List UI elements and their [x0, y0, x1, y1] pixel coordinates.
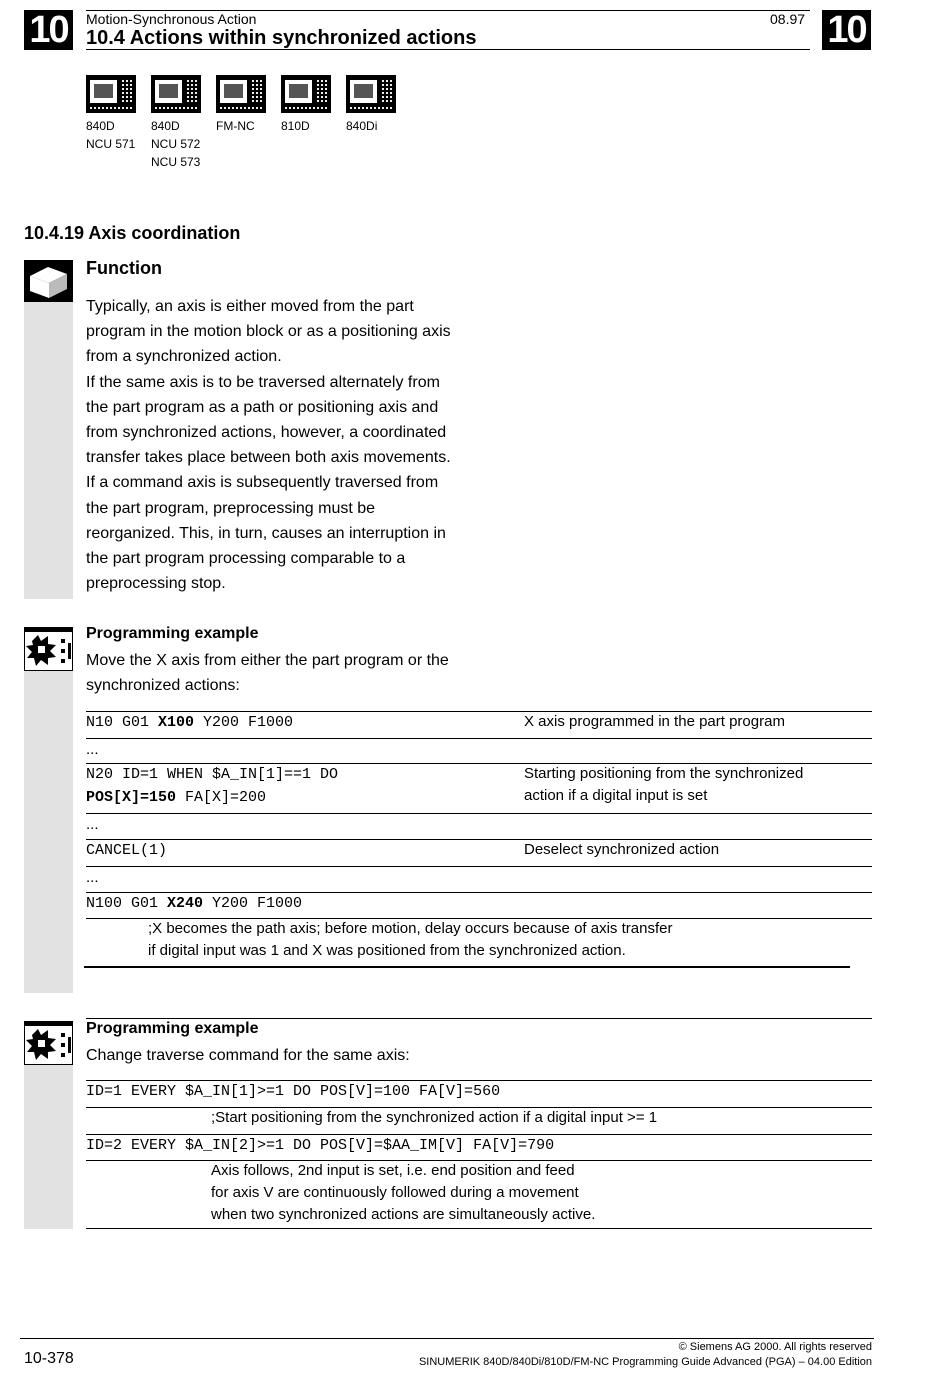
code-text-bold: X240 [167, 895, 204, 912]
margin-bar [24, 260, 73, 599]
subsection-title: 10.4.19 Axis coordination [24, 223, 241, 243]
code-line [86, 892, 302, 916]
control-unit-icon [151, 75, 201, 113]
code-row [86, 1134, 872, 1160]
code-row [86, 892, 872, 918]
text-line: program in the motion block or as a positioning axis [86, 323, 451, 341]
text-line: the part program as a path or positioning axis and [86, 398, 439, 416]
code-note [211, 1160, 595, 1226]
control-unit-icon [346, 75, 396, 113]
code-text: N100 G01 [86, 895, 168, 912]
ellipsis: ... [86, 816, 99, 833]
text-line: transfer takes place between both axis movements. [86, 449, 451, 467]
control-unit-icon [86, 75, 136, 113]
example2-heading: Programming example [86, 1020, 259, 1037]
text-line: ;X becomes the path axis; before motion, delay occurs because of axis transfer [148, 920, 673, 937]
code-row [86, 1080, 872, 1107]
code-text-bold: X100 [158, 714, 195, 731]
text-line: If a command axis is subsequently traversed from [86, 474, 439, 492]
code-comment: Deselect synchronized action [524, 841, 720, 858]
text-line: the part program processing comparable to a [86, 550, 406, 568]
control-label: NCU 573 [151, 155, 201, 169]
text-line: from synchronized actions, however, a coordinated [86, 424, 447, 442]
margin-bar [24, 627, 73, 993]
code-text: FA[X]=200 [176, 789, 267, 806]
programming-example-icon [24, 1021, 73, 1065]
control-label: 840Di [346, 119, 378, 133]
copyright: © Siemens AG 2000. All rights reserved [678, 1341, 872, 1353]
code-comment: Starting positioning from the synchronized [524, 765, 804, 782]
code-text-bold: POS[X]=150 [86, 789, 177, 806]
code-row [86, 711, 872, 738]
control-label: NCU 572 [151, 137, 201, 151]
code-text: Y200 F1000 [203, 895, 303, 912]
code-row [86, 763, 872, 813]
control-label: FM-NC [216, 119, 255, 133]
control-unit-icon [281, 75, 331, 113]
code-text: Y200 F1000 [194, 714, 294, 731]
code-line: ID=2 EVERY $A_IN[2]>=1 DO POS[V]=$AA_IM[V] FA[V]=790 [86, 1137, 555, 1154]
control-810d [281, 75, 331, 135]
control-label: 810D [281, 119, 310, 133]
control-840d-ncu572 [151, 75, 201, 171]
example1-heading: Programming example [86, 625, 259, 642]
text-line: Typically, an axis is either moved from the part [86, 298, 414, 315]
text-line: synchronized actions: [86, 677, 240, 695]
text-line: reorganized. This, in turn, causes an interruption in [86, 524, 446, 542]
text-line: If the same axis is to be traversed alternately from [86, 373, 440, 391]
text-line: from a synchronized action. [86, 348, 282, 366]
header-date: 08.97 [770, 11, 806, 27]
ellipsis: ... [86, 869, 99, 886]
ellipsis: ... [86, 741, 99, 758]
function-paragraph [86, 294, 506, 596]
code-line: CANCEL(1) [86, 842, 168, 859]
function-cube-icon [24, 260, 73, 302]
function-heading: Function [86, 258, 162, 278]
example2-intro: Change traverse command for the same axis: [86, 1047, 410, 1064]
text-line: preprocessing stop. [86, 575, 226, 593]
code-line: ID=1 EVERY $A_IN[1]>=1 DO POS[V]=100 FA[V]=560 [86, 1083, 501, 1100]
control-fm-nc [216, 75, 266, 135]
code-note [148, 918, 672, 962]
code-text: N10 G01 [86, 714, 159, 731]
code-line [86, 786, 266, 810]
text-line: if digital input was 1 and X was positioned from the synchronized action. [148, 942, 626, 959]
text-line: Axis follows, 2nd input is set, i.e. end position and feed [211, 1162, 575, 1179]
code-note: ;Start positioning from the synchronized action if a digital input >= 1 [211, 1109, 658, 1126]
chapter-tab-right: 10 [822, 10, 871, 50]
text-line: for axis V are continuously followed during a movement [211, 1184, 579, 1201]
section-title: 10.4 Actions within synchronized actions [86, 27, 477, 49]
text-line: Move the X axis from either the part program or the [86, 652, 449, 669]
chapter-tab-left: 10 [24, 10, 73, 50]
code-comment: action if a digital input is set [524, 787, 708, 804]
control-label: 840D [86, 119, 115, 133]
code-line [86, 711, 293, 735]
edition: SINUMERIK 840D/840Di/810D/FM-NC Programming Guide Advanced (PGA) – 04.00 Edition [418, 1356, 872, 1368]
code-line: N20 ID=1 WHEN $A_IN[1]==1 DO [86, 766, 339, 783]
programming-example-icon [24, 627, 73, 671]
control-840d-ncu571 [86, 75, 136, 153]
running-title: Motion-Synchronous Action [86, 11, 257, 27]
control-840di [346, 75, 396, 135]
text-line: the part program, preprocessing must be [86, 499, 376, 517]
page-number: 10-378 [24, 1350, 74, 1367]
code-row [86, 839, 872, 866]
text-line: when two synchronized actions are simultaneously active. [211, 1206, 596, 1223]
control-label: NCU 571 [86, 137, 136, 151]
control-label: 840D [151, 119, 180, 133]
control-unit-icon [216, 75, 266, 113]
example1-intro [86, 648, 449, 698]
code-comment: X axis programmed in the part program [524, 713, 785, 730]
